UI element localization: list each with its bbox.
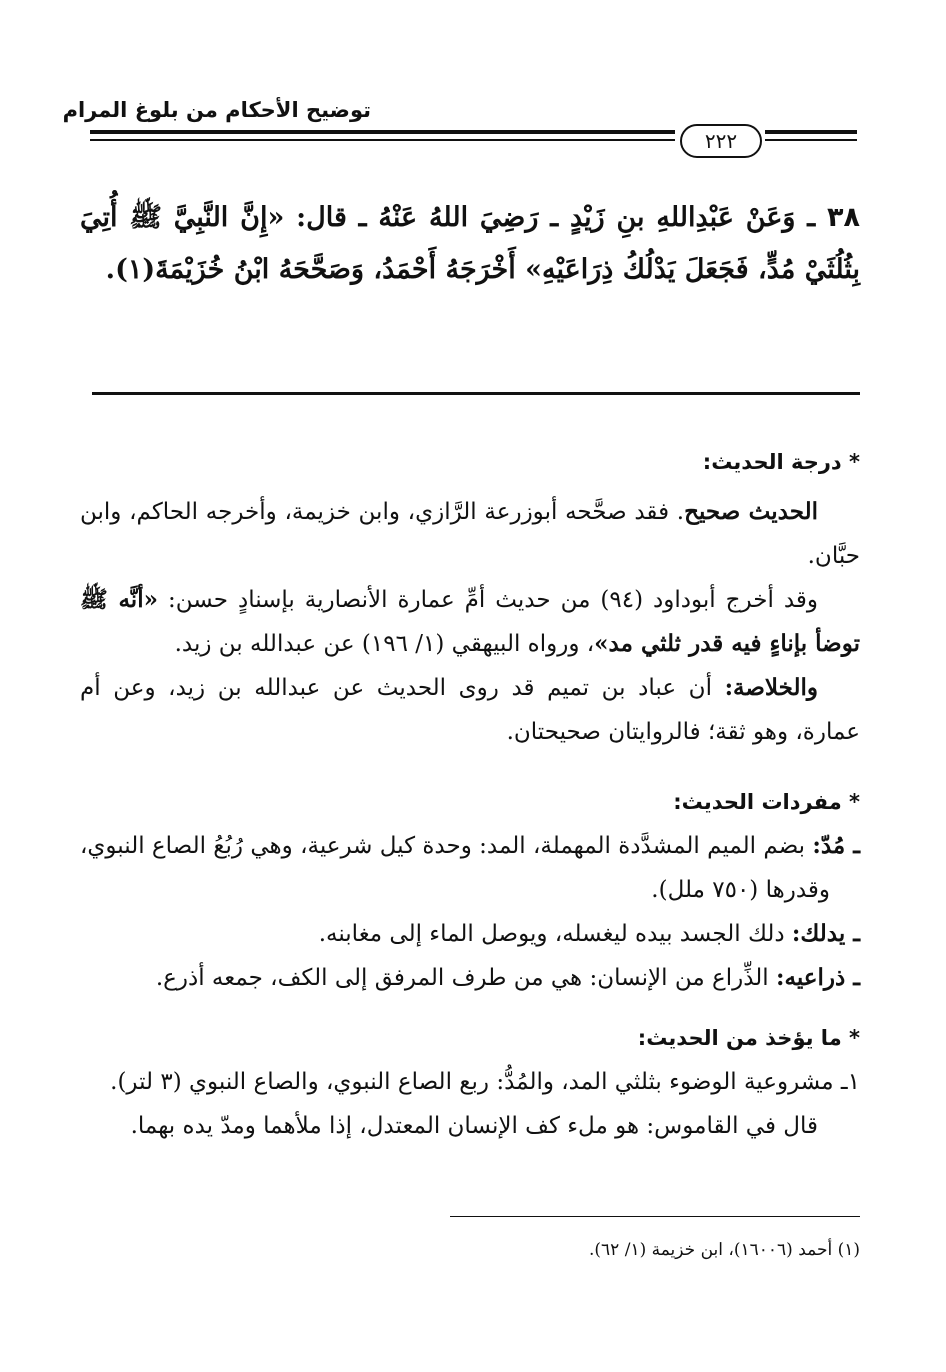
vocab-section xyxy=(80,780,860,1000)
hadith-divider xyxy=(92,392,860,395)
footnote-rule xyxy=(450,1216,860,1217)
summary-label: والخلاصة: xyxy=(724,674,818,701)
grade-p1-text: . فقد صحَّحه أبوزرعة الرَّازي، وابن خزيمة، وأخرجه الحاكم، وابن حبَّان. xyxy=(80,499,860,569)
hadith-text xyxy=(80,192,860,296)
grade-heading: * درجة الحديث: xyxy=(702,450,860,474)
vocab-definition: دلك الجسد بيده ليغسله، ويوصل الماء إلى مغابنه. xyxy=(318,921,785,947)
summary-text: أن عباد بن تميم قد روى الحديث عن عبدالله بن زيد، وعن أم عمارة، وهو ثقة؛ فالروايتان صحيحتان. xyxy=(80,675,860,745)
lesson-quote: قال في القاموس: هو ملء كف الإنسان المعتدل، إذا ملأهما ومدّ يده بهما. xyxy=(130,1113,818,1139)
header-rule-left-bottom xyxy=(90,139,675,141)
hadith-separator: ـ xyxy=(795,202,816,233)
grade-p2-quote: «أنَّه ﷺ توضأ بإناءٍ فيه قدر ثلثي مد» xyxy=(80,586,860,657)
grade-paragraph-3 xyxy=(80,666,860,754)
vocab-term: ـ يدلك: xyxy=(791,920,860,947)
running-title: توضيح الأحكام من بلوغ المرام xyxy=(62,98,371,122)
lesson-item-1: ١ـ مشروعية الوضوء بثلثي المد، والمُدُّ: ربع الصاع النبوي، والصاع النبوي (٣ لتر). xyxy=(110,1069,860,1095)
header-rule-left-top xyxy=(90,130,675,134)
lessons-heading: * ما يؤخذ من الحديث: xyxy=(637,1026,860,1050)
vocab-item-yadluk xyxy=(80,912,860,956)
vocab-definition: بضم الميم المشدَّدة المهملة، المد: وحدة كيل شرعية، وهي رُبُعُ الصاع النبوي، وقدرها (٧٥٠ ملل). xyxy=(80,833,830,903)
grade-p2-end: ، ورواه البيهقي (١/ ١٩٦) عن عبدالله بن زيد. xyxy=(174,631,595,657)
footnote: (١) أحمد (١٦٠٠٦)، ابن خزيمة (١/ ٦٢). xyxy=(588,1240,860,1260)
hadith-body: وَعَنْ عَبْدِاللهِ بنِ زَيْدٍ ـ رَضِيَ اللهُ عَنْهُ ـ قال: «إِنَّ النَّبِيَّ ﷺ أُتِيَ بِثُلُثَيْ مُدٍّ، فَجَعَلَ يَدْلُكُ ذِرَاعَيْهِ» أَخْرَجَهُ أَحْمَدُ، وَصَحَّحَهُ ابْنُ خُزَيْمَةَ(١). xyxy=(80,202,860,285)
lessons-section xyxy=(80,1016,860,1148)
vocab-item-mudd xyxy=(80,824,860,912)
vocab-term: ـ ذراعيه: xyxy=(776,964,860,991)
hadith-number: ٣٨ xyxy=(827,202,860,233)
grade-paragraph-2 xyxy=(80,578,860,666)
page-number: ٢٢٢ xyxy=(680,124,762,158)
grade-section xyxy=(80,440,860,754)
vocab-heading: * مفردات الحديث: xyxy=(673,790,860,814)
header-rule-right-top xyxy=(765,130,857,134)
vocab-item-dhira xyxy=(80,956,860,1000)
grade-verdict: الحديث صحيح xyxy=(684,498,818,525)
header-rule-right-bottom xyxy=(765,139,857,141)
grade-p2-start: وقد أخرج أبوداود (٩٤) من حديث أمِّ عمارة الأنصارية بإسنادٍ حسن: xyxy=(167,587,818,613)
vocab-term: ـ مُدّ: xyxy=(812,832,860,859)
vocab-definition: الذِّراع من الإنسان: هي من طرف المرفق إلى الكف، جمعه أذرع. xyxy=(155,965,769,991)
grade-paragraph-1 xyxy=(80,490,860,578)
